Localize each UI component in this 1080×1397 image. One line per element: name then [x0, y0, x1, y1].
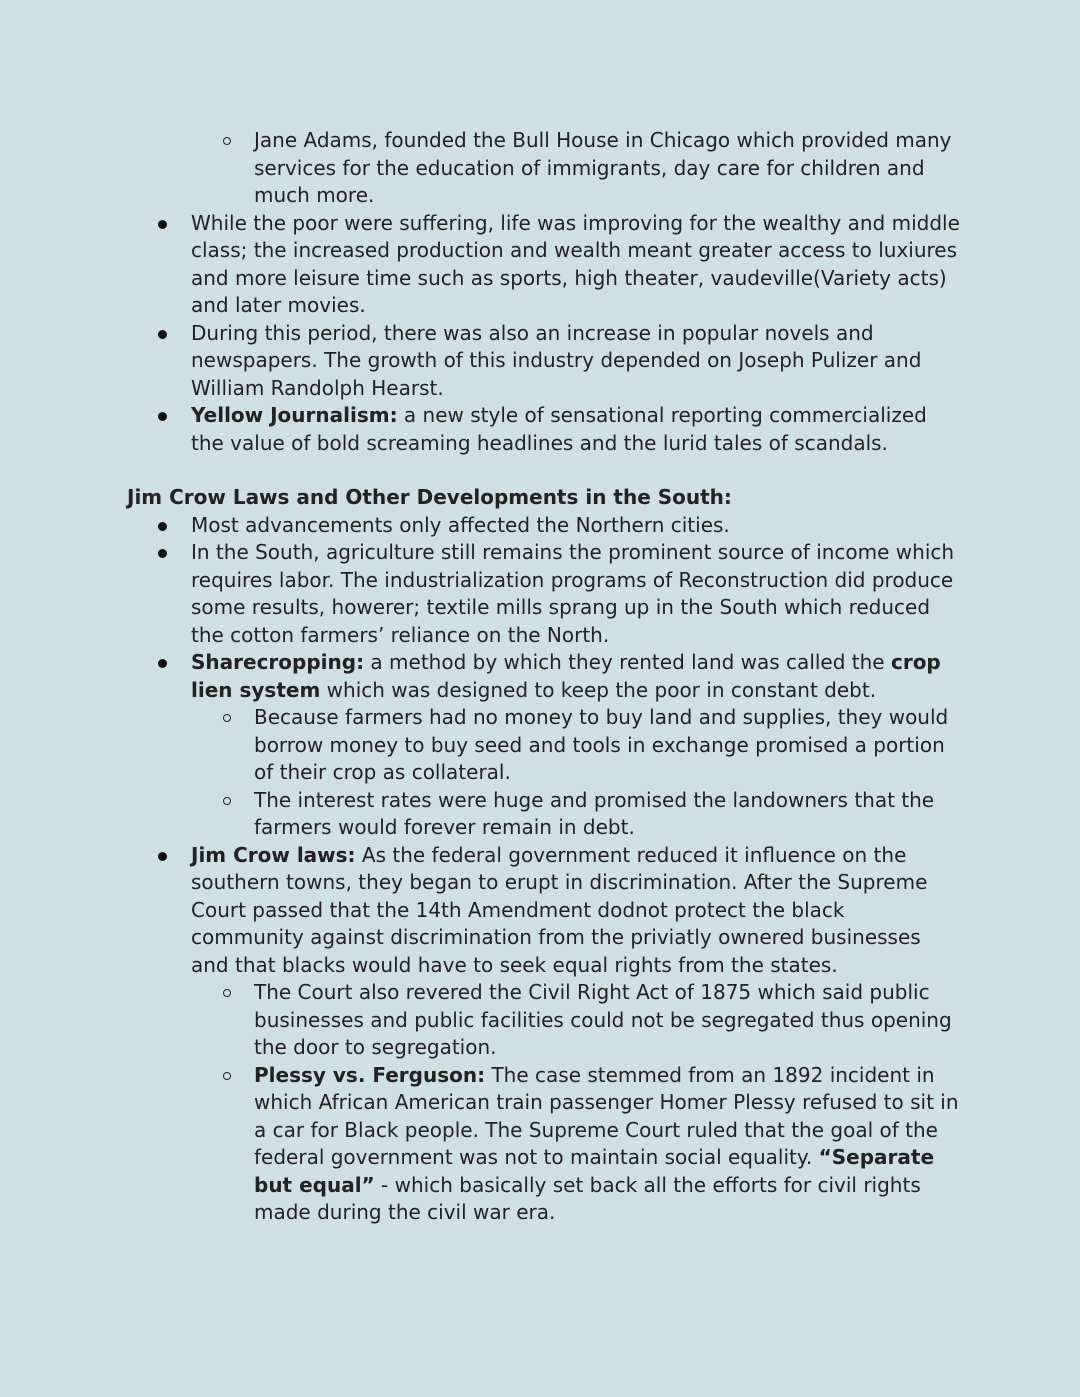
list-item: [191, 320, 961, 403]
list-item-text: a method by which they rented land was called the: [364, 650, 891, 674]
section-heading: Jim Crow Laws and Other Developments in the South:: [127, 485, 732, 509]
list-item: [191, 210, 961, 320]
list-item-text: In the South, agriculture still remains the prominent source of income which requires labor. The industrialization programs of Reconstruction did produce some results, howerer; textile mills sprang up in the South which reduced the cotton farmers’ reliance on the North.: [191, 540, 955, 647]
disc-bullet-icon: [158, 522, 167, 531]
list-item-text: a new style of sensational reporting commercialized the value of bold screaming headlines and the lurid tales of scandals.: [191, 403, 927, 455]
list-item-text: The case stemmed from an 1892 incident in which African American train passenger Homer Plessy refused to sit in a car for Black people. The Supreme Court ruled that the goal of the federal government was not to maintain social equality.: [254, 1062, 959, 1169]
list-item: [254, 979, 964, 1062]
list-item: [254, 1062, 964, 1227]
disc-bullet-icon: [158, 549, 167, 558]
list-item-text: - which basically set back all the efforts for civil rights made during the civil war era.: [254, 1172, 921, 1224]
term-sharecropping: Sharecropping:: [191, 650, 365, 674]
circle-bullet-icon: [223, 1072, 231, 1080]
list-item: [191, 402, 961, 457]
disc-bullet-icon: [158, 220, 167, 229]
disc-bullet-icon: [158, 330, 167, 339]
term-jim-crow-laws: Jim Crow laws:: [191, 842, 356, 867]
list-item-text: While the poor were suffering, life was improving for the wealthy and middle class; the increased production and wealth meant greater access to luxiures and more leisure time such as sports, high theater, vaudeville(Variety acts) and later movies.: [191, 210, 960, 317]
list-item-text: The Court also revered the Civil Right Act of 1875 which said public businesses and public facilities could not be segregated thus opening the door to segregation.: [254, 980, 952, 1059]
circle-bullet-icon: [223, 137, 231, 145]
disc-bullet-icon: [158, 659, 167, 668]
list-item: [254, 787, 964, 842]
disc-bullet-icon: [158, 852, 167, 861]
list-item: [254, 127, 964, 210]
list-item-text: The interest rates were huge and promised the landowners that the farmers would forever remain in debt.: [254, 787, 935, 839]
term-plessy-vs-ferguson: Plessy vs. Ferguson:: [254, 1062, 486, 1087]
circle-bullet-icon: [223, 797, 231, 805]
term-yellow-journalism: Yellow Journalism:: [191, 403, 398, 427]
list-item: [254, 704, 964, 787]
list-item: [191, 512, 961, 540]
term-crop-lien-system: crop lien system: [191, 650, 941, 702]
list-item-text: As the federal government reduced it influence on the southern towns, they began to erupt in discrimination. After the Supreme Court passed that the 14th Amendment dodnot protect the black community against discrimination from the priviatly ownered businesses and that blacks would have to seek equal rights from the states.: [191, 842, 928, 977]
disc-bullet-icon: [158, 412, 167, 421]
circle-bullet-icon: [223, 989, 231, 997]
list-item-text: Most advancements only affected the Northern cities.: [191, 512, 730, 537]
list-item: [191, 539, 961, 649]
quote-separate-but-equal: “Separate but equal”: [254, 1145, 935, 1197]
list-item: [191, 842, 961, 980]
list-item-text: which was designed to keep the poor in constant debt.: [320, 677, 877, 702]
list-item-text: Because farmers had no money to buy land and supplies, they would borrow money to buy seed and tools in exchange promised a portion of their crop as collateral.: [254, 705, 949, 784]
document-page: [0, 127, 1080, 1227]
list-item-text: Jane Adams, founded the Bull House in Chicago which provided many services for the education of immigrants, day care for children and much more.: [254, 128, 952, 207]
list-item: [191, 649, 961, 704]
list-item-text: During this period, there was also an increase in popular novels and newspapers. The growth of this industry depended on Joseph Pulizer and William Randolph Hearst.: [191, 320, 922, 400]
circle-bullet-icon: [223, 714, 231, 722]
